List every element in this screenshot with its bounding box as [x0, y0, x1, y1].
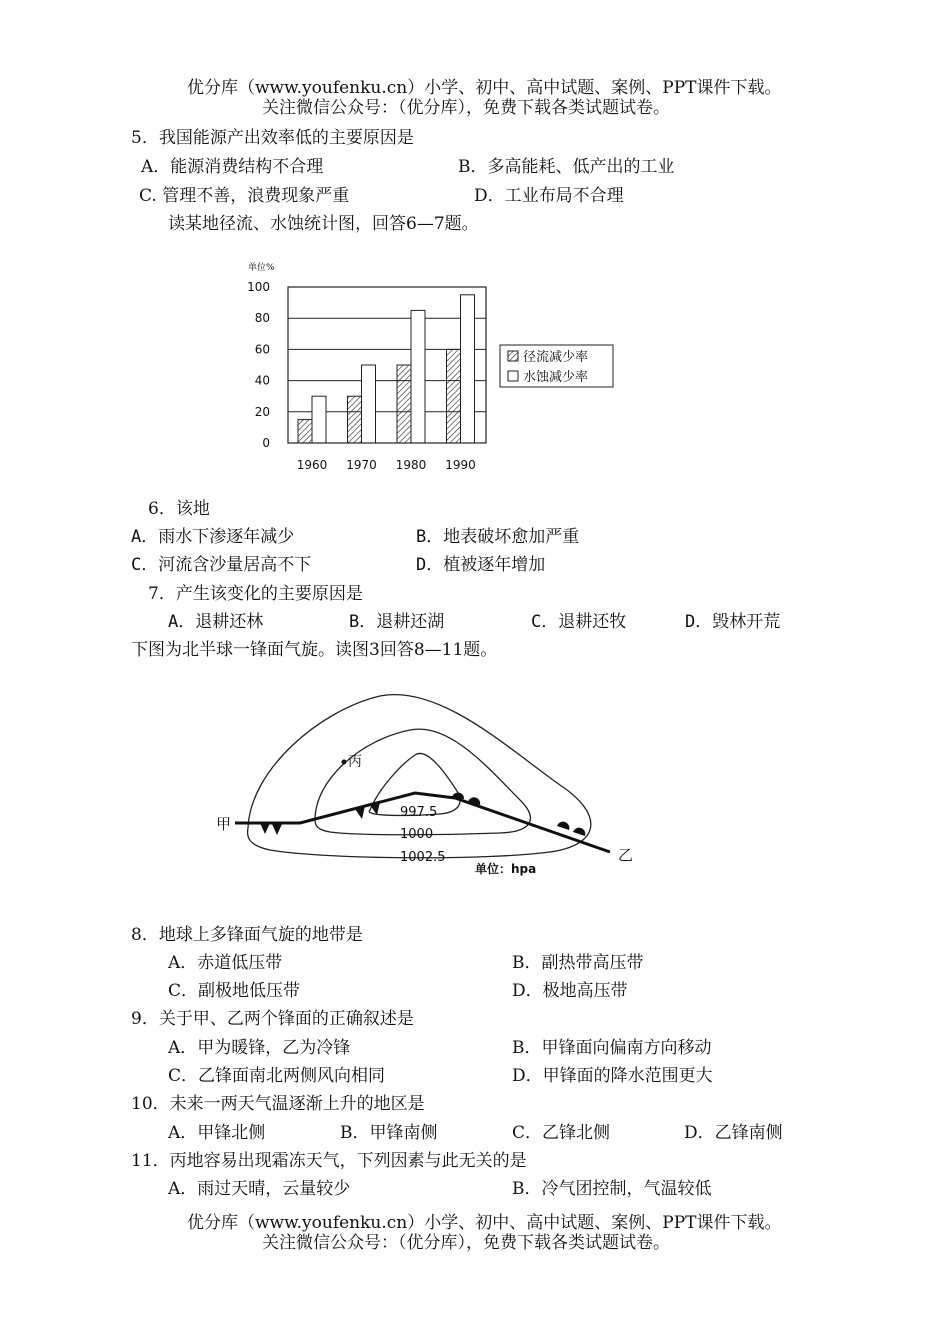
chart-x-tick-label: 1980	[395, 458, 427, 472]
bar-erosion-1960	[312, 396, 326, 443]
header-line-2: 关注微信公众号：（优分库），免费下载各类试题试卷。	[262, 98, 670, 118]
bar-erosion-1980	[411, 310, 425, 443]
q10-option-b: B．甲锋南侧	[340, 1123, 438, 1143]
label-bing: 丙	[348, 754, 362, 770]
chart-y-tick-label: 60	[254, 342, 270, 357]
bar-runoff-1960	[298, 420, 312, 443]
q11-stem: 11．丙地容易出现霜冻天气，下列因素与此无关的是	[131, 1151, 527, 1171]
legend-label-erosion: 水蚀减少率	[523, 370, 589, 385]
q8-stem: 8．地球上多锋面气旋的地带是	[131, 925, 363, 945]
label-yi: 乙	[618, 846, 634, 864]
q6-option-a: A．雨水下渗逐年减少	[131, 527, 295, 547]
q9-option-d: D．甲锋面的降水范围更大	[512, 1066, 713, 1086]
cold-front-triangle	[260, 823, 270, 834]
warm-front-semicircle	[452, 792, 464, 799]
q8-option-d: D．极地高压带	[512, 981, 628, 1001]
q6-option-b: B．地表破坏愈加严重	[416, 527, 580, 547]
q6-stem: 6．该地	[148, 499, 210, 519]
warm-front-semicircle	[557, 822, 569, 830]
bar-runoff-1990	[447, 349, 461, 443]
intro-6-7: 读某地径流、水蚀统计图，回答6—7题。	[168, 214, 479, 234]
q11-option-b: B．冷气团控制，气温较低	[512, 1179, 712, 1199]
q6-option-d: D．植被逐年增加	[416, 555, 546, 575]
footer-line-1: 优分库（www.youfenku.cn）小学、初中、高中试题、案例、PPT课件下载。	[187, 1213, 782, 1233]
chart-x-tick-label: 1960	[296, 458, 328, 472]
q10-option-a: A．甲锋北侧	[168, 1123, 266, 1143]
q6-option-c: C．河流含沙量居高不下	[131, 555, 312, 575]
q11-option-a: A．雨过天晴，云量较少	[168, 1179, 351, 1199]
q5-option-d: D．工业布局不合理	[474, 186, 624, 206]
q8-option-b: B．副热带高压带	[512, 953, 644, 973]
label-1000: 1000	[400, 827, 434, 842]
q8-option-a: A．赤道低压带	[168, 953, 283, 973]
chart-y-tick-label: 100	[247, 280, 270, 294]
unit-label: 单位：hpa	[475, 862, 537, 876]
warm-front-semicircle	[573, 828, 585, 836]
q7-option-a: A．退耕还林	[168, 612, 264, 632]
chart-y-tick-label: 80	[254, 311, 270, 326]
footer-line-2: 关注微信公众号：（优分库），免费下载各类试题试卷。	[262, 1233, 670, 1253]
point-bing	[342, 760, 347, 765]
chart-y-tick-label: 40	[254, 373, 270, 388]
q5-stem: 5．我国能源产出效率低的主要原因是	[131, 128, 414, 148]
frontal-cyclone-diagram	[210, 680, 650, 890]
q9-option-c: C．乙锋面南北两侧风向相同	[168, 1066, 386, 1086]
q10-option-c: C．乙锋北侧	[512, 1123, 611, 1143]
label-1002-5: 1002.5	[400, 850, 446, 865]
bar-runoff-1970	[348, 396, 362, 443]
q7-option-d: D．毁林开荒	[685, 612, 781, 632]
q7-option-b: B．退耕还湖	[349, 612, 445, 632]
q5-option-c: C. 管理不善，浪费现象严重	[139, 186, 350, 206]
q7-option-c: C．退耕还牧	[531, 612, 627, 632]
chart-y-unit: 单位%	[248, 263, 275, 273]
legend-swatch-runoff	[508, 351, 518, 361]
cold-front-triangle	[272, 824, 282, 835]
q10-stem: 10．未来一两天气温逐渐上升的地区是	[131, 1094, 425, 1114]
label-997-5: 997.5	[400, 805, 438, 820]
label-jia: 甲	[216, 815, 232, 833]
legend-label-runoff: 径流减少率	[523, 350, 589, 365]
front-line	[235, 793, 610, 852]
q7-stem: 7．产生该变化的主要原因是	[148, 584, 363, 604]
header-line-1: 优分库（www.youfenku.cn）小学、初中、高中试题、案例、PPT课件下载。	[187, 78, 782, 98]
bar-erosion-1990	[461, 295, 475, 443]
q8-option-c: C．副极地低压带	[168, 981, 301, 1001]
chart-x-tick-label: 1990	[445, 458, 476, 472]
q9-stem: 9．关于甲、乙两个锋面的正确叙述是	[131, 1009, 414, 1029]
chart-y-tick-label: 0	[262, 436, 270, 450]
q10-option-d: D．乙锋南侧	[684, 1123, 783, 1143]
intro-8-11: 下图为北半球一锋面气旋。读图3回答8—11题。	[131, 640, 498, 660]
q5-option-b: B．多高能耗、低产出的工业	[458, 157, 675, 177]
chart-y-tick-label: 20	[254, 404, 270, 419]
bar-runoff-1980	[397, 365, 411, 443]
runoff-erosion-chart	[230, 255, 630, 480]
q9-option-b: B．甲锋面向偏南方向移动	[512, 1038, 712, 1058]
chart-x-tick-label: 1970	[346, 458, 377, 472]
q9-option-a: A．甲为暖锋，乙为冷锋	[168, 1038, 351, 1058]
legend-swatch-erosion	[508, 371, 518, 381]
bar-erosion-1970	[362, 365, 376, 443]
q5-option-a: A．能源消费结构不合理	[141, 157, 324, 177]
